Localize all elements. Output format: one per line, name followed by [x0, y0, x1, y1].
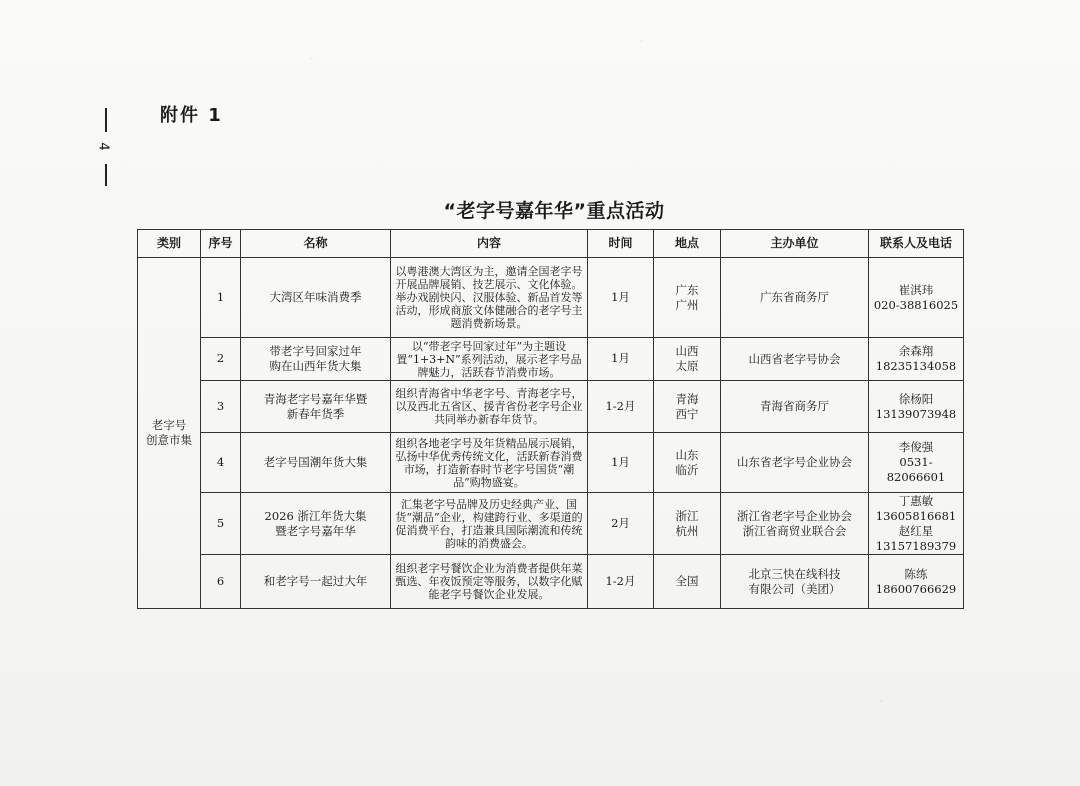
content-cell: 组织老字号餐饮企业为消费者提供年菜甄选、年夜饭预定等服务，以数字化赋能老字号餐饮企业发展。 — [391, 555, 588, 609]
organizer-cell: 北京三快在线科技 有限公司（美团） — [721, 555, 869, 609]
document-title: “老字号嘉年华”重点活动 — [443, 200, 665, 222]
content-cell: 组织青海省中华老字号、青海老字号，以及西北五省区、援青省份老字号企业共同举办新春年货节。 — [391, 381, 588, 433]
margin-page-number — [96, 108, 116, 188]
contact-cell: 徐杨阳 13139073948 — [869, 381, 964, 433]
content-cell: 以粤港澳大湾区为主，邀请全国老字号开展品牌展销、技艺展示、文化体验。举办戏剧快闪、汉服体验、新品首发等活动，形成商旅文体健融合的老字号主题消费新场景。 — [391, 258, 588, 338]
name-cell: 青海老字号嘉年华暨 新春年货季 — [241, 381, 391, 433]
name-cell: 大湾区年味消费季 — [241, 258, 391, 338]
table-row — [138, 381, 964, 433]
time-cell: 2月 — [588, 493, 654, 555]
content-cell: 组织各地老字号及年货精品展示展销，弘扬中华优秀传统文化，活跃新春消费市场，打造新春时节老字号国货“潮品”购物盛宴。 — [391, 433, 588, 493]
header-name: 名称 — [241, 230, 391, 258]
time-cell: 1月 — [588, 433, 654, 493]
content-cell: 汇集老字号品牌及历史经典产业、国货“潮品”企业，构建跨行业、多渠道的促消费平台，打造兼具国际潮流和传统韵味的消费盛会。 — [391, 493, 588, 555]
seq-cell: 6 — [201, 555, 241, 609]
table-row — [138, 555, 964, 609]
organizer-cell: 浙江省老字号企业协会 浙江省商贸业联合会 — [721, 493, 869, 555]
location-cell: 全国 — [654, 555, 721, 609]
header-row — [138, 230, 964, 258]
organizer-cell: 山西省老字号协会 — [721, 338, 869, 381]
category-cell: 老字号 创意市集 — [138, 258, 201, 609]
content-cell: 以“带老字号回家过年”为主题设置“1+3+N”系列活动，展示老字号品牌魅力，活跃春节消费市场。 — [391, 338, 588, 381]
organizer-cell: 广东省商务厅 — [721, 258, 869, 338]
organizer-cell: 青海省商务厅 — [721, 381, 869, 433]
table-row — [138, 338, 964, 381]
contact-cell: 余森翔 18235134058 — [869, 338, 964, 381]
header-location: 地点 — [654, 230, 721, 258]
header-category: 类别 — [138, 230, 201, 258]
contact-cell: 李俊强 0531-82066601 — [869, 433, 964, 493]
seq-cell: 2 — [201, 338, 241, 381]
header-content: 内容 — [391, 230, 588, 258]
header-organizer: 主办单位 — [721, 230, 869, 258]
table-row — [138, 258, 964, 338]
seq-cell: 4 — [201, 433, 241, 493]
time-cell: 1月 — [588, 258, 654, 338]
name-cell: 2026 浙江年货大集 暨老字号嘉年华 — [241, 493, 391, 555]
header-contact: 联系人及电话 — [869, 230, 964, 258]
location-cell: 浙江 杭州 — [654, 493, 721, 555]
contact-cell: 陈练 18600766629 — [869, 555, 964, 609]
name-cell: 和老字号一起过大年 — [241, 555, 391, 609]
table-row — [138, 493, 964, 555]
page-number: 4 — [95, 142, 111, 151]
seq-cell: 1 — [201, 258, 241, 338]
location-cell: 青海 西宁 — [654, 381, 721, 433]
seq-cell: 3 — [201, 381, 241, 433]
header-seq: 序号 — [201, 230, 241, 258]
organizer-cell: 山东省老字号企业协会 — [721, 433, 869, 493]
contact-cell: 崔淇玮 020-38816025 — [869, 258, 964, 338]
name-cell: 老字号国潮年货大集 — [241, 433, 391, 493]
time-cell: 1月 — [588, 338, 654, 381]
name-cell: 带老字号回家过年 购在山西年货大集 — [241, 338, 391, 381]
header-time: 时间 — [588, 230, 654, 258]
location-cell: 山东 临沂 — [654, 433, 721, 493]
seq-cell: 5 — [201, 493, 241, 555]
contact-cell: 丁惠敏 13605816681 赵红星 13157189379 — [869, 493, 964, 555]
time-cell: 1-2月 — [588, 555, 654, 609]
time-cell: 1-2月 — [588, 381, 654, 433]
location-cell: 山西 太原 — [654, 338, 721, 381]
table-row — [138, 433, 964, 493]
activities-table — [137, 229, 964, 609]
location-cell: 广东 广州 — [654, 258, 721, 338]
attachment-label: 附件 1 — [160, 105, 223, 126]
